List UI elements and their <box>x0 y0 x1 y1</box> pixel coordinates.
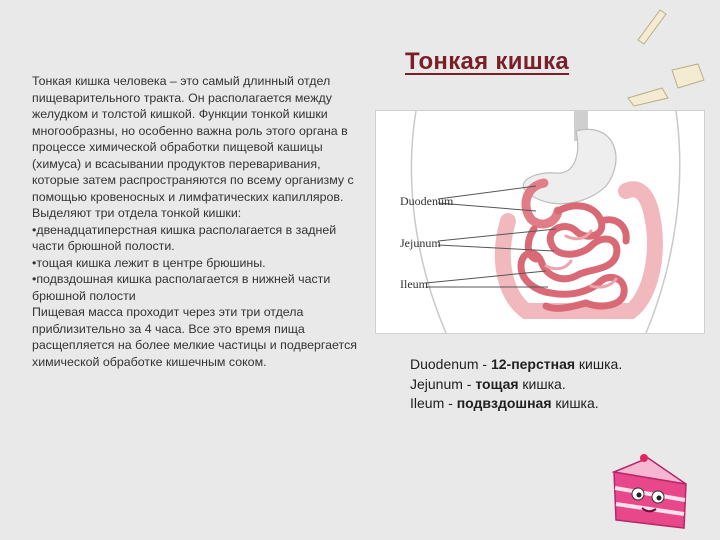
legend-suffix: кишка. <box>551 395 599 411</box>
legend-row-jejunum <box>410 375 710 395</box>
small-intestine-illustration <box>376 111 704 333</box>
bullet-duodenum: •двенадцатиперстная кишка располагается в задней части брюшной полости. <box>32 222 337 253</box>
legend-separator: - <box>444 395 457 411</box>
bullet-ileum: •подвздошная кишка располагается в нижней части брюшной полости <box>32 272 331 303</box>
legend-latin: Jejunum <box>410 375 463 392</box>
paragraph-intro: Тонкая кишка человека – это самый длинный отдел пищеварительного тракта. Он располагается между желудком и толстой кишкой. Функции тонкой кишки многообразны, но особенно важна роль этого органа в процессе химической обработки пищевой кашицы (химуса) и всасывании продуктов переваривания, которые затем распространяются по всему организму с помощью кровеносных и лимфатических капилляров. <box>32 74 354 204</box>
legend-suffix: кишка. <box>518 375 566 392</box>
cake-mascot-icon <box>604 450 696 534</box>
bullet-jejunum: •тощая кишка лежит в центре брюшины. <box>32 255 266 270</box>
paper-scrap-icon <box>626 86 670 108</box>
legend-term: подвздошная <box>456 395 552 411</box>
legend-separator: - <box>462 375 476 392</box>
legend-row-duodenum <box>410 355 710 375</box>
anatomy-figure <box>375 110 705 334</box>
legend-separator: - <box>478 356 491 372</box>
legend-term: тощая <box>475 375 519 392</box>
body-text <box>32 73 368 370</box>
legend-suffix: кишка. <box>575 356 623 372</box>
legend-term: 12-перстная <box>490 356 576 372</box>
label-jejunum: Jejunum <box>400 236 441 250</box>
paragraph-digestion: Пищевая масса проходит через эти три отдела приблизительно за 4 часа. Все это время пища расщепляется на более мелкие частицы и подвергается химической обработке кишечным соком. <box>32 305 357 369</box>
paragraph-sections-heading: Выделяют три отдела тонкой кишки: <box>32 206 242 220</box>
label-ileum: Ileum <box>400 277 428 291</box>
legend-latin: Ileum <box>410 395 445 411</box>
page-title: Тонкая кишка <box>405 48 570 75</box>
legend-latin: Duodenum <box>410 356 479 372</box>
paper-scrap-icon <box>668 60 708 92</box>
legend-row-ileum <box>410 394 710 414</box>
legend <box>410 355 710 414</box>
label-duodenum: Duodenum <box>400 194 454 208</box>
paper-scrap-icon <box>630 6 670 46</box>
